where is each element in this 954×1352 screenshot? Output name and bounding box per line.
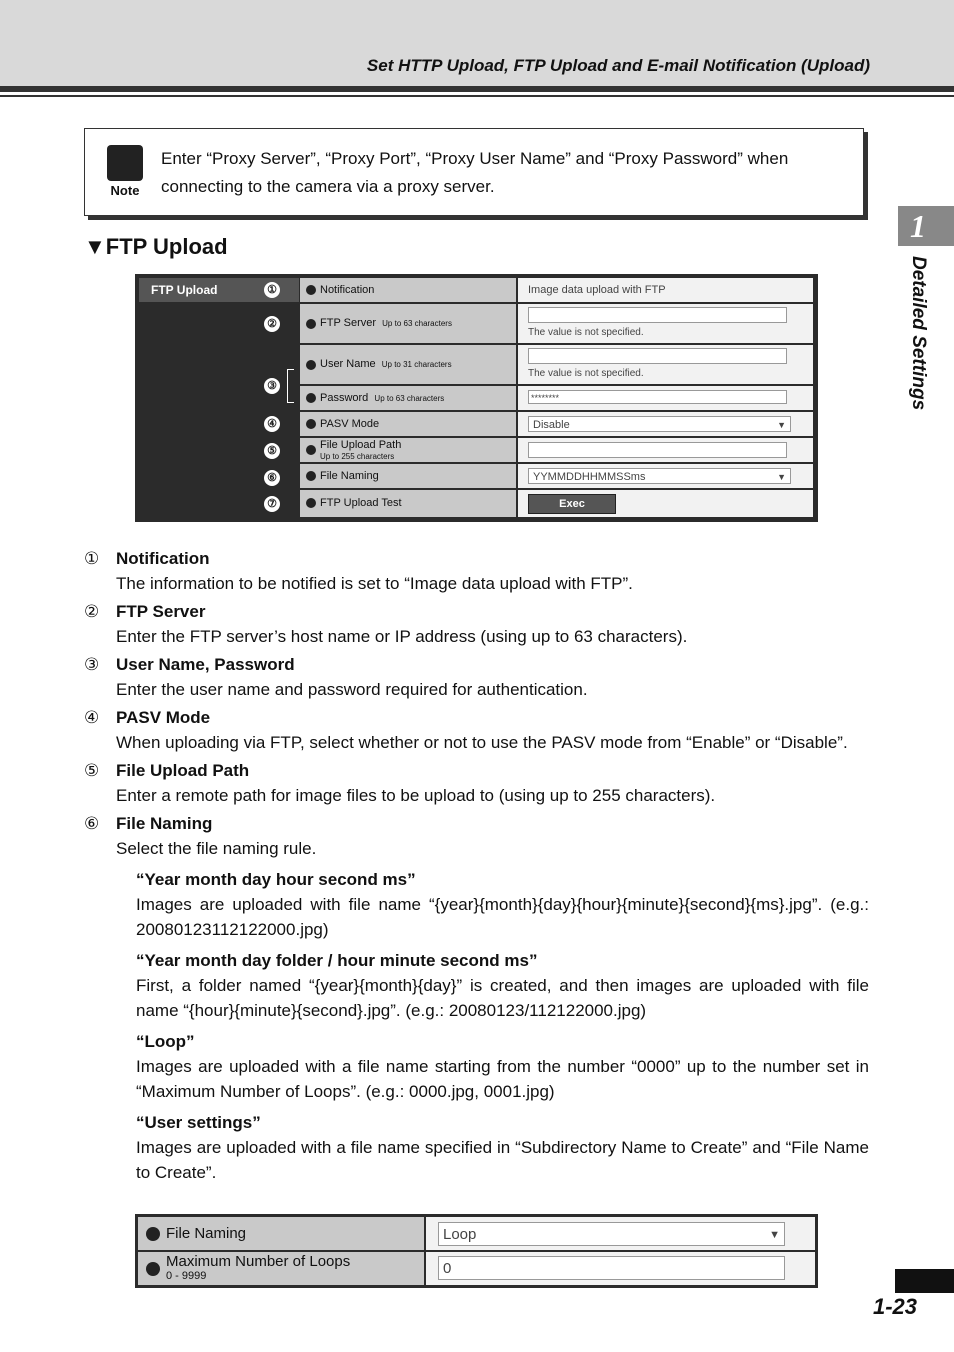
sub-item-title: “User settings” bbox=[136, 1113, 261, 1132]
header-rule bbox=[0, 86, 954, 92]
item-desc: Enter a remote path for image files to be upload to (using up to 255 characters). bbox=[116, 786, 716, 805]
pasv-mode-value: Disable bbox=[533, 419, 570, 431]
sub-item bbox=[84, 1110, 869, 1185]
row-pasv-mode bbox=[300, 412, 813, 436]
upload-path-cell bbox=[518, 438, 813, 462]
file-naming-loop-cell bbox=[426, 1217, 815, 1250]
row-file-naming-loop bbox=[138, 1217, 815, 1250]
item-title: FTP Server bbox=[116, 602, 206, 621]
ftp-server-placeholder: The value is not specified. bbox=[528, 327, 644, 338]
row-hint: 0 - 9999 bbox=[166, 1270, 207, 1282]
chevron-down-icon: ▼ bbox=[777, 420, 786, 430]
row-label: User Name bbox=[320, 358, 376, 370]
sub-item-desc: Images are uploaded with a file name specified in “Subdirectory Name to Create” and “File Name to Create”. bbox=[136, 1138, 869, 1182]
password-cell bbox=[518, 386, 813, 410]
item-desc: Enter the FTP server’s host name or IP address (using up to 63 characters). bbox=[116, 627, 688, 646]
marker-1: ① bbox=[264, 282, 280, 298]
row-label: File Upload Path bbox=[320, 439, 402, 451]
info-icon bbox=[306, 498, 316, 508]
item-desc: Enter the user name and password required for authentication. bbox=[116, 680, 588, 699]
info-icon bbox=[306, 471, 316, 481]
row-label: Notification bbox=[320, 284, 375, 296]
list-item bbox=[84, 705, 869, 755]
info-icon bbox=[146, 1227, 160, 1241]
chevron-down-icon: ▼ bbox=[769, 1229, 780, 1241]
info-icon bbox=[146, 1262, 160, 1276]
page-number: 1-23 bbox=[873, 1294, 918, 1319]
file-naming-loop-select[interactable] bbox=[438, 1222, 785, 1246]
item-number: ② bbox=[84, 602, 100, 621]
marker-6: ⑥ bbox=[264, 470, 280, 486]
info-icon bbox=[306, 285, 316, 295]
exec-button[interactable]: Exec bbox=[528, 494, 616, 514]
item-desc: The information to be notified is set to “Image data upload with FTP”. bbox=[116, 574, 633, 593]
marker-5: ⑤ bbox=[264, 443, 280, 459]
item-number: ⑥ bbox=[84, 814, 100, 833]
file-naming-loop-value: Loop bbox=[443, 1226, 477, 1243]
sub-item-desc: Images are uploaded with file name “{year}{month}{day}{hour}{minute}{second}{ms}.jpg”. (e.g.: 20080123112122000.jpg) bbox=[136, 895, 869, 939]
file-naming-select[interactable] bbox=[528, 468, 791, 484]
upload-path-input[interactable] bbox=[528, 442, 787, 458]
info-icon bbox=[306, 393, 316, 403]
upload-test-cell bbox=[518, 490, 813, 517]
note-icon-label: Note bbox=[110, 183, 140, 198]
row-upload-test bbox=[300, 490, 813, 517]
page-marker bbox=[895, 1269, 954, 1293]
item-list bbox=[84, 546, 869, 1185]
row-label: Password bbox=[320, 392, 369, 404]
row-upload-path bbox=[300, 438, 813, 462]
chapter-tab bbox=[898, 206, 954, 246]
header-title: Set HTTP Upload, FTP Upload and E-mail Notification (Upload) bbox=[366, 56, 870, 75]
section-title: ▼FTP Upload bbox=[84, 234, 228, 259]
max-loops-input[interactable]: 0 bbox=[438, 1256, 785, 1280]
row-file-naming bbox=[300, 464, 813, 488]
item-title: User Name, Password bbox=[116, 655, 295, 674]
sub-item bbox=[84, 948, 869, 1023]
password-input[interactable]: ******** bbox=[528, 390, 787, 404]
sub-item-title: “Year month day folder / hour minute second ms” bbox=[136, 951, 538, 970]
list-item bbox=[84, 811, 869, 861]
max-loops-cell bbox=[426, 1252, 815, 1285]
marker-7: ⑦ bbox=[264, 496, 280, 512]
info-icon bbox=[306, 319, 316, 329]
row-ftp-server bbox=[300, 304, 813, 343]
info-icon bbox=[306, 360, 316, 370]
row-label: FTP Server bbox=[320, 317, 377, 329]
ftp-upload-panel bbox=[135, 274, 818, 522]
sub-item-desc: Images are uploaded with a file name starting from the number “0000” up to the number set in “Maximum Number of Loops”. (e.g.: 0000.jpg, 0001.jpg) bbox=[136, 1057, 869, 1101]
list-item bbox=[84, 758, 869, 808]
pasv-mode-cell bbox=[518, 412, 813, 436]
row-password bbox=[300, 386, 813, 410]
side-label bbox=[903, 256, 933, 426]
marker-2: ② bbox=[264, 316, 280, 332]
marker-4: ④ bbox=[264, 416, 280, 432]
row-notification bbox=[300, 278, 813, 302]
row-label: File Naming bbox=[166, 1225, 247, 1242]
list-item bbox=[84, 546, 869, 596]
notification-value: Image data upload with FTP bbox=[518, 278, 813, 302]
marker-3: ③ bbox=[264, 378, 280, 394]
ftp-upload-tab[interactable]: FTP Upload bbox=[139, 278, 299, 302]
row-label: PASV Mode bbox=[320, 418, 380, 430]
list-item bbox=[84, 599, 869, 649]
item-number: ① bbox=[84, 549, 100, 568]
row-hint: Up to 63 characters bbox=[374, 394, 445, 403]
sub-item-desc: First, a folder named “{year}{month}{day}” is created, and then images are uploaded with file name “{hour}{minute}{second}.jpg”. (e.g.: 20080123/112122000.jpg) bbox=[136, 976, 869, 1020]
item-title: Notification bbox=[116, 549, 210, 568]
pasv-mode-select[interactable] bbox=[528, 416, 791, 432]
sub-item bbox=[84, 867, 869, 942]
chevron-down-icon: ▼ bbox=[777, 472, 786, 482]
user-name-placeholder: The value is not specified. bbox=[528, 368, 644, 379]
item-desc: When uploading via FTP, select whether or not to use the PASV mode from “Enable” or “Disable”. bbox=[116, 733, 848, 752]
info-icon bbox=[306, 445, 316, 455]
item-desc: Select the file naming rule. bbox=[116, 839, 317, 858]
info-icon bbox=[306, 419, 316, 429]
row-hint: Up to 63 characters bbox=[382, 319, 452, 328]
file-naming-value: YYMMDDHHMMSSms bbox=[533, 471, 646, 483]
row-label: FTP Upload Test bbox=[320, 497, 402, 509]
ftp-server-cell bbox=[518, 304, 813, 343]
row-label: Maximum Number of Loops bbox=[166, 1253, 351, 1270]
page-header bbox=[0, 0, 954, 86]
note-text: Enter “Proxy Server”, “Proxy Port”, “Proxy User Name” and “Proxy Password” when connecting to the camera via a proxy server. bbox=[161, 149, 789, 196]
note-icon bbox=[105, 145, 145, 201]
row-label: File Naming bbox=[320, 470, 379, 482]
row-hint: Up to 255 characters bbox=[320, 452, 395, 461]
item-title: PASV Mode bbox=[116, 708, 211, 727]
sub-item-title: “Loop” bbox=[136, 1032, 195, 1051]
row-hint: Up to 31 characters bbox=[381, 360, 452, 369]
chapter-number: 1 bbox=[910, 208, 926, 244]
loop-settings-panel bbox=[135, 1214, 818, 1288]
item-number: ③ bbox=[84, 655, 100, 674]
item-number: ④ bbox=[84, 708, 100, 727]
user-name-input[interactable] bbox=[528, 348, 787, 364]
ftp-server-input[interactable] bbox=[528, 307, 787, 323]
item-title: File Upload Path bbox=[116, 761, 250, 780]
item-number: ⑤ bbox=[84, 761, 100, 780]
row-user-name bbox=[300, 345, 813, 384]
user-name-cell bbox=[518, 345, 813, 384]
file-naming-cell bbox=[518, 464, 813, 488]
header-rule-thin bbox=[0, 95, 954, 97]
side-label-text: Detailed Settings bbox=[908, 256, 929, 411]
sub-item bbox=[84, 1029, 869, 1104]
sub-item-title: “Year month day hour second ms” bbox=[136, 870, 416, 889]
list-item bbox=[84, 652, 869, 702]
note-box bbox=[84, 128, 864, 216]
row-max-loops bbox=[138, 1252, 815, 1285]
bracket bbox=[287, 369, 294, 403]
item-title: File Naming bbox=[116, 814, 213, 833]
